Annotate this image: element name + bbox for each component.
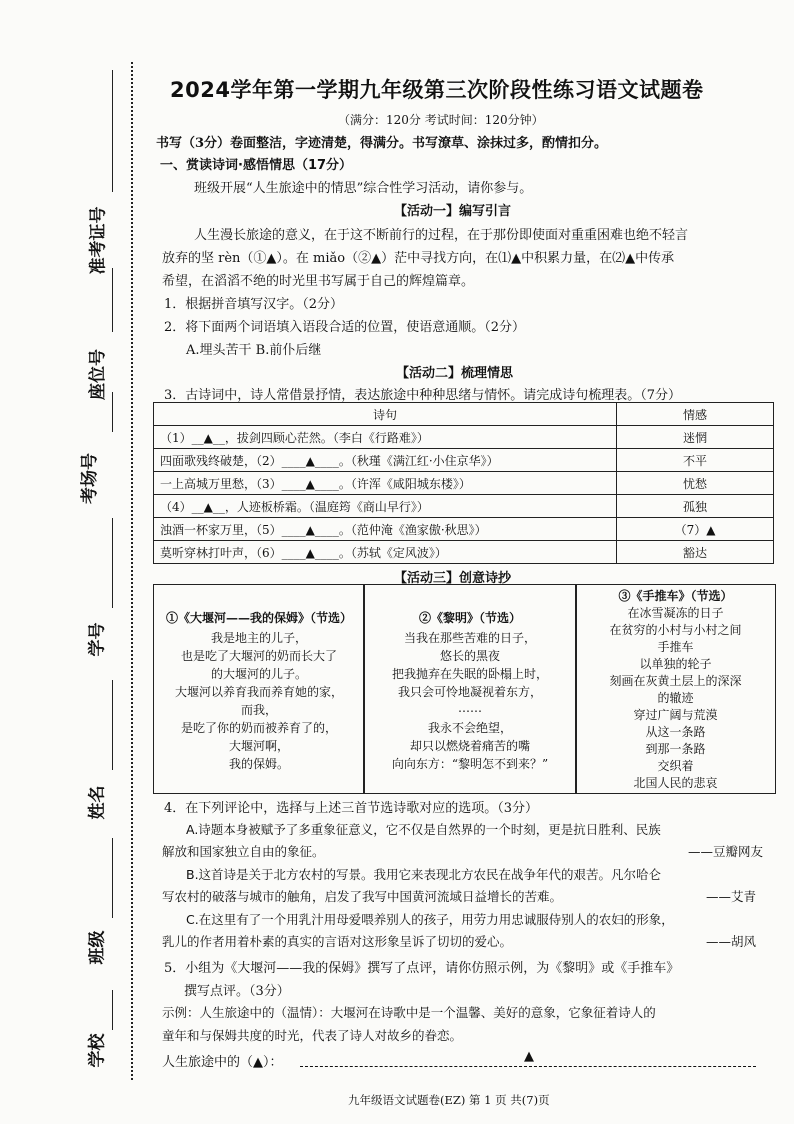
option-b-source: ——艾青 (706, 889, 757, 904)
poem3-line: 的辙迹 (657, 691, 694, 705)
question-4: 4．在下列评论中，选择与上述三首节选诗歌对应的选项。（3分） (164, 801, 539, 816)
emotion-cell: 豁达 (617, 541, 774, 564)
question-3: 3．古诗词中，诗人常借景抒情，表达旅途中种种思绪与情怀。请完成诗句梳理表。（7分） (164, 388, 682, 403)
poem3-line: 在贫穷的小村与小村之间 (609, 623, 742, 637)
table-header-poem: 诗句 (154, 403, 617, 426)
poem2-title: ②《黎明》（节选） (418, 611, 521, 625)
poem1-title: ①《大堰河——我的保姆》（节选） (165, 611, 352, 625)
poem-box-3 (575, 584, 776, 794)
question-2-options: A.埋头苦干 B.前仆后继 (186, 343, 322, 358)
page-footer: 九年级语文试题卷(EZ) 第 1 页 共(7)页 (348, 1093, 550, 1107)
poem1-line: 的大堰河的儿子。 (210, 667, 307, 681)
poem3-line: 从这一条路 (645, 725, 706, 739)
exam-number-label: 准考证号 (88, 206, 109, 275)
answer-prompt: 人生旅途中的（▲）： (162, 1055, 283, 1070)
seat-number-label: 座位号 (88, 349, 108, 400)
table-header-emotion: 情感 (617, 403, 774, 426)
poem2-line: 把我抛弃在失眠的卧榻上时， (391, 667, 548, 681)
exam-number-line (112, 70, 113, 192)
class-label: 班级 (87, 930, 108, 965)
section-heading: 一、赏读诗词·感悟情思（17分） (160, 158, 353, 173)
poem3-line: 以单独的轮子 (639, 657, 712, 671)
table-row (154, 495, 774, 518)
poem-cell: 莫听穿林打叶声，（6）____▲____。（苏轼《定风波》） (154, 541, 617, 564)
table-row (154, 541, 774, 564)
poem2-line: 悠长的黑夜 (439, 649, 500, 663)
poem1-line: 我是地主的儿子， (210, 631, 307, 645)
poem-box-1 (153, 584, 365, 794)
section-intro: 班级开展“人生旅途中的情思”综合性学习活动，请你参与。 (194, 181, 533, 196)
question-5-line1: 5．小组为《大堰河——我的保姆》撰写了点评，请你仿照示例，为《黎明》或《手推车》 (164, 961, 680, 976)
option-c-source: ——胡风 (706, 934, 757, 949)
name-label: 姓名 (87, 785, 108, 820)
writing-rule: 书写（3分）卷面整洁，字迹清楚，得满分。书写潦草、涂抹过多，酌情扣分。 (156, 136, 608, 151)
poem2-line: 却只以燃烧着痛苦的嘴 (409, 739, 530, 753)
page-title: 2024学年第一学期九年级第三次阶段性练习语文试题卷 (170, 78, 704, 102)
poem-cell: 浊酒一杯家万里，（5）____▲____。（范仲淹《渔家傲·秋思》） (154, 518, 617, 541)
poem-box-2 (363, 584, 577, 794)
intro-para-line2: 放弃的坚 rèn（①▲）。在 miǎo（②▲）茫中寻找方向，在⑴▲中积累力量，在⑵▲中传承 (162, 251, 675, 266)
poem1-line: 大堰河以养育我而养育她的家， (174, 685, 343, 699)
exam-meta: （满分：120分 考试时间：120分钟） (338, 113, 544, 127)
poem3-line: 北国人民的悲哀 (633, 776, 718, 790)
student-id-label: 学号 (87, 622, 108, 657)
poem2-line: 我只会可怜地凝视着东方， (397, 685, 542, 699)
intro-para-line1: 人生漫长旅途的意义，在于这不断前行的过程，在于那份即使面对重重困难也绝不轻言 (194, 228, 689, 243)
seat-number-line (112, 268, 113, 332)
poem3-title: ③《手推车》（节选） (618, 589, 733, 603)
option-c-line1: C.在这里有了一个用乳汁用母爱喂养别人的孩子，用劳力用忠诚服侍别人的农妇的形象， (186, 912, 674, 927)
emotion-cell: 忧愁 (617, 472, 774, 495)
emotion-cell: （7）▲ (617, 518, 774, 541)
school-line (112, 990, 113, 1030)
example-line2: 童年和与保姆共度的时光，代表了诗人对故乡的眷恋。 (162, 1028, 463, 1043)
poem1-line: 大堰河啊， (228, 739, 289, 753)
poem-cell: 一上高城万里愁，（3）____▲____。（许浑《咸阳城东楼》） (154, 472, 617, 495)
poem3-line: 在冰雪凝冻的日子 (627, 606, 724, 620)
question-5-line2: 撰写点评。（3分） (184, 984, 290, 999)
poem3-line: 刻画在灰黄土层上的深深 (609, 674, 742, 688)
question-2: 2．将下面两个词语填入语段合适的位置，使语意通顺。（2分） (164, 320, 526, 335)
emotion-cell: 不平 (617, 449, 774, 472)
poem1-line: 我的保姆。 (228, 757, 289, 771)
answer-triangle-icon: ▲ (524, 1049, 534, 1064)
poem-cell: 四面歌残终破楚，（2）____▲____。（秋瑾《满江红·小住京华》） (154, 449, 617, 472)
school-label: 学校 (87, 1033, 108, 1068)
activity1-heading: 【活动一】编写引言 (394, 204, 512, 219)
intro-para-line3: 希望，在滔滔不绝的时光里书写属于自己的辉煌篇章。 (162, 274, 475, 289)
option-c-line2: 乳儿的作者用着朴素的真实的言语对这形象呈诉了切切的爱心。 (162, 934, 513, 949)
example-line1: 示例：人生旅途中的（温情）：大堰河在诗歌中是一个温馨、美好的意象，它象征着诗人的 (162, 1005, 656, 1020)
binding-dotted-line (131, 62, 133, 1080)
poem-table (153, 402, 774, 564)
poem-cell: （4）__▲__，人迹板桥霜。（温庭筠《商山早行》） (154, 495, 617, 518)
table-row (154, 518, 774, 541)
emotion-cell: 孤独 (617, 495, 774, 518)
poem2-line: 当我在那些苦难的日子， (403, 631, 536, 645)
student-id-line (112, 518, 113, 608)
poem3-line: 手推车 (657, 640, 694, 654)
table-row (154, 472, 774, 495)
option-a-line1: A.诗题本身被赋予了多重象征意义，它不仅是自然界的一个时刻，更是抗日胜利、民族 (186, 822, 661, 837)
option-b-line1: B.这首诗是关于北方农村的写景。我用它来表现北方农民在战争年代的艰苦。凡尔哈仑 (186, 867, 662, 882)
poem3-line: 穿过广阔与荒漠 (633, 708, 718, 722)
name-line (112, 680, 113, 770)
poem-cell: （1）__▲__，拔剑四顾心茫然。（李白《行路难》） (154, 426, 617, 449)
answer-line[interactable] (300, 1066, 756, 1067)
option-a-line2: 解放和国家独立自由的象征。 (162, 844, 325, 859)
option-b-line2: 写农村的破落与城市的触角，启发了我写中国黄河流域日益增长的苦难。 (162, 889, 563, 904)
activity2-heading: 【活动二】梳理情思 (396, 366, 514, 381)
poem1-line: 而我， (240, 703, 277, 717)
poem3-line: 到那一条路 (645, 742, 706, 756)
class-line (112, 838, 113, 918)
table-row (154, 426, 774, 449)
option-a-source: ——豆瓣网友 (688, 844, 764, 859)
activity3-heading: 【活动三】创意诗抄 (394, 571, 512, 586)
table-row (154, 449, 774, 472)
poem1-line: 也是吃了大堰河的奶而长大了 (180, 649, 337, 663)
poem1-line: 是吃了你的奶而被养育了的， (180, 721, 337, 735)
poem2-line: 我永不会绝望， (427, 721, 512, 735)
exam-room-line (112, 392, 113, 432)
question-1: 1．根据拼音填写汉字。（2分） (164, 297, 344, 312)
poem2-line: …… (458, 701, 482, 715)
exam-room-label: 考场号 (80, 453, 100, 504)
emotion-cell: 迷惘 (617, 426, 774, 449)
poem2-line: 向向东方：“黎明怎不到来？” (391, 757, 549, 771)
poem3-line: 交织着 (657, 759, 694, 773)
table-header-row (154, 403, 774, 426)
